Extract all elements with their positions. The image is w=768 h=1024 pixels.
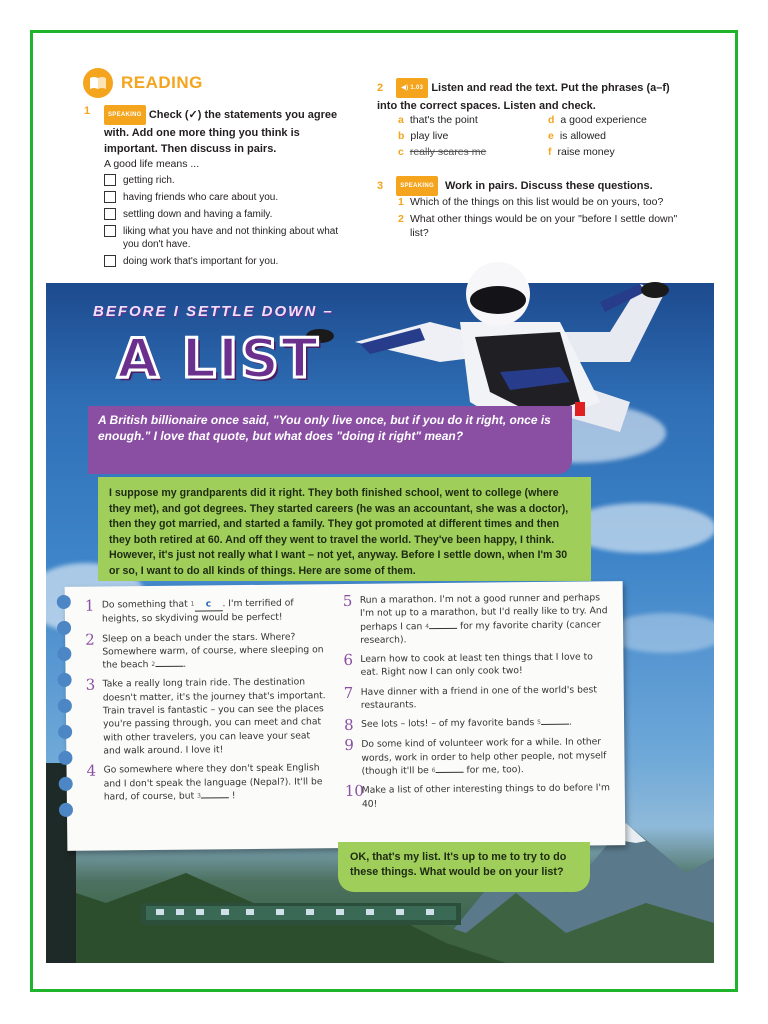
list-item (345, 781, 615, 810)
list-item (85, 630, 325, 672)
answer-gap[interactable] (201, 797, 229, 798)
intro-text: A British billionaire once said, "You only live once, but if you do it right, once is enough." I love that quote, but what does "doing it right" mean? (98, 413, 551, 443)
body-text: I suppose my grandparents did it right. They both finished school, went to college (where they met), and got degrees. They started careers (he was an accountant, she was a doctor), then they got married, and started a family. They got promoted at different times and then they both retired at 60. And off they went to travel the world. They've been happy, I think. However, it's just not really what I want – not yet, anyway. Before I settle down, when I'm 30 or so, I want to do all kinds of things. Here are some of them. (109, 487, 569, 577)
phrase-letter: c (398, 146, 404, 158)
list-item (343, 650, 613, 679)
item-text: Have dinner with a friend in one of the world's best restaurants. (360, 684, 597, 711)
question-3 (377, 176, 687, 196)
list-item (344, 683, 614, 712)
phrase-item (398, 130, 548, 142)
item-text: Make a list of other interesting things to do before I'm 40! (361, 782, 610, 810)
item-number: 3 (85, 676, 96, 695)
item-text: Take a really long train ride. The destination doesn't matter, it's the journey that's important. Train travel is fantastic – you can see the places you're passing through, you can meet and chat with other travelers, you can leave your seat and walk around. I love it! (102, 676, 326, 757)
phrase-text: is allowed (559, 130, 606, 142)
question-instruction (377, 78, 687, 114)
checklist-item-label: having friends who care about you. (123, 192, 279, 203)
phrase-item (548, 114, 688, 126)
item-text: See lots – lots! – of my favorite bands (361, 717, 535, 731)
binder-holes (57, 595, 73, 829)
answer-gap[interactable] (429, 627, 457, 628)
item-text: Which of the things on this list would be on yours, too? (410, 196, 664, 208)
list-item (344, 736, 614, 779)
closing-text: OK, that's my list. It's up to me to try to do these things. What would be on your list? (350, 851, 567, 878)
phrase-item (398, 114, 548, 126)
answer-gap[interactable] (541, 724, 569, 725)
checklist-item-label: doing work that's important for you. (123, 256, 279, 267)
checklist-item (104, 174, 344, 187)
audio-track-icon[interactable]: ◀) 1.03 (396, 78, 428, 98)
item-text-end: . (183, 658, 187, 670)
item-number: 10 (344, 782, 364, 801)
gap-number: 3 (197, 792, 201, 800)
phrase-list (398, 114, 688, 158)
phrase-text-used: really scares me (409, 146, 487, 158)
question-instruction (377, 176, 687, 196)
item-number: 2 (85, 630, 95, 649)
item-text: What other things would be on your "before I settle down" list? (410, 213, 678, 239)
checklist-item (104, 225, 344, 251)
article-subtitle: BEFORE I SETTLE DOWN – (93, 303, 334, 320)
article-title: A LIST (117, 327, 320, 390)
item-number: 7 (343, 683, 354, 702)
gap-number: 2 (151, 661, 156, 669)
item-text-end: . (568, 716, 572, 729)
gap-number: 6 (431, 767, 436, 775)
gap-number: 1 (190, 600, 195, 608)
item-text: Sleep on a beach under the stars. Where? Somewhere warm, of course, where sleeping on the beach (102, 631, 324, 671)
phrase-text: raise money (557, 146, 615, 158)
item-number: 9 (344, 736, 354, 755)
item-number: 1 (398, 196, 404, 208)
list-item (86, 761, 326, 803)
item-number: 8 (344, 716, 354, 735)
phrase-text: that's the point (409, 114, 478, 126)
answer-gap[interactable]: c (194, 597, 222, 612)
list-column-left (85, 596, 327, 810)
question-number: 1 (84, 105, 91, 117)
speaking-tag: SPEAKING (396, 176, 438, 196)
checkbox[interactable] (104, 208, 116, 220)
bucket-list-notepad (65, 581, 626, 851)
question-number: 3 (377, 179, 384, 192)
checklist-item (104, 191, 344, 204)
phrase-item (548, 130, 688, 142)
item-text-end: . I'm terrified of heights, so skydiving would be perfect! (101, 597, 294, 625)
item-text: Do some kind of volunteer work for a while. In other words, work in order to help other people, not myself (though it'll be (361, 736, 607, 777)
phrase-letter: b (398, 130, 405, 142)
discussion-questions (398, 195, 688, 243)
phrase-item (548, 146, 688, 158)
item-number: 4 (86, 761, 97, 780)
phrase-letter: a (398, 114, 404, 126)
item-number: 1 (84, 596, 95, 615)
item-number: 2 (398, 213, 404, 225)
instruction-text: Listen and read the text. Put the phrases (a–f) into the correct spaces. Listen and check. (377, 81, 670, 112)
checkbox[interactable] (104, 174, 116, 186)
speaking-tag: SPEAKING (104, 105, 146, 125)
item-text: Learn how to cook at least ten things that I love to eat. Right now I can only cook two! (360, 651, 593, 679)
item-text-end: ! (231, 790, 236, 802)
discussion-question (398, 212, 688, 240)
item-text: Go somewhere where they don't speak English and I don't speak the language (Nepal?). It'll be hard, of course, but (103, 762, 323, 803)
article-body (98, 477, 591, 581)
item-number: 6 (343, 651, 354, 670)
answer-gap[interactable] (155, 666, 183, 667)
checkbox[interactable] (104, 191, 116, 203)
list-column-right (343, 591, 615, 817)
phrase-letter: e (548, 130, 554, 142)
reading-heading (83, 68, 203, 98)
phrase-letter: f (548, 146, 552, 158)
checklist-item (104, 208, 344, 221)
phrase-item (398, 146, 548, 158)
checkbox[interactable] (104, 225, 116, 237)
phrase-letter: d (548, 114, 555, 126)
book-icon (83, 68, 113, 98)
list-item (343, 591, 614, 647)
question-1 (84, 105, 344, 157)
gap-number: 4 (425, 622, 430, 630)
item-text-end: for my favorite charity (cancer research). (360, 618, 601, 646)
checklist-item-label: liking what you have and not thinking about what you don't have. (123, 226, 339, 250)
question-2 (377, 78, 687, 114)
phrase-text: play live (410, 130, 449, 142)
answer-gap[interactable] (436, 772, 464, 773)
list-item (85, 596, 325, 626)
checklist-item-label: getting rich. (123, 175, 175, 186)
instruction-text: Work in pairs. Discuss these questions. (445, 179, 653, 192)
checklist (104, 174, 344, 272)
item-number: 5 (342, 591, 353, 611)
checklist-lead: A good life means ... (104, 158, 200, 170)
gap-number: 5 (537, 719, 542, 727)
checkbox[interactable] (104, 255, 116, 267)
phrase-text: a good experience (560, 114, 647, 126)
question-instruction (84, 105, 344, 157)
checklist-item-label: settling down and having a family. (123, 209, 273, 220)
item-text-end: for me, too). (466, 764, 524, 776)
list-item (344, 716, 614, 733)
article-intro (88, 406, 572, 474)
item-text: Run a marathon. I'm not a good runner and perhaps I'm not up to a marathon, but I'd really like to try. And perhaps I can (359, 592, 608, 633)
instruction-text: Check (✓) the statements you agree with. Add one more thing you think is important. Then discuss in pairs. (104, 108, 338, 155)
article-closing (338, 842, 590, 892)
question-number: 2 (377, 81, 384, 94)
item-text: Do something that (101, 598, 188, 611)
discussion-question (398, 195, 688, 209)
list-item (86, 676, 327, 758)
section-title: READING (121, 73, 203, 92)
